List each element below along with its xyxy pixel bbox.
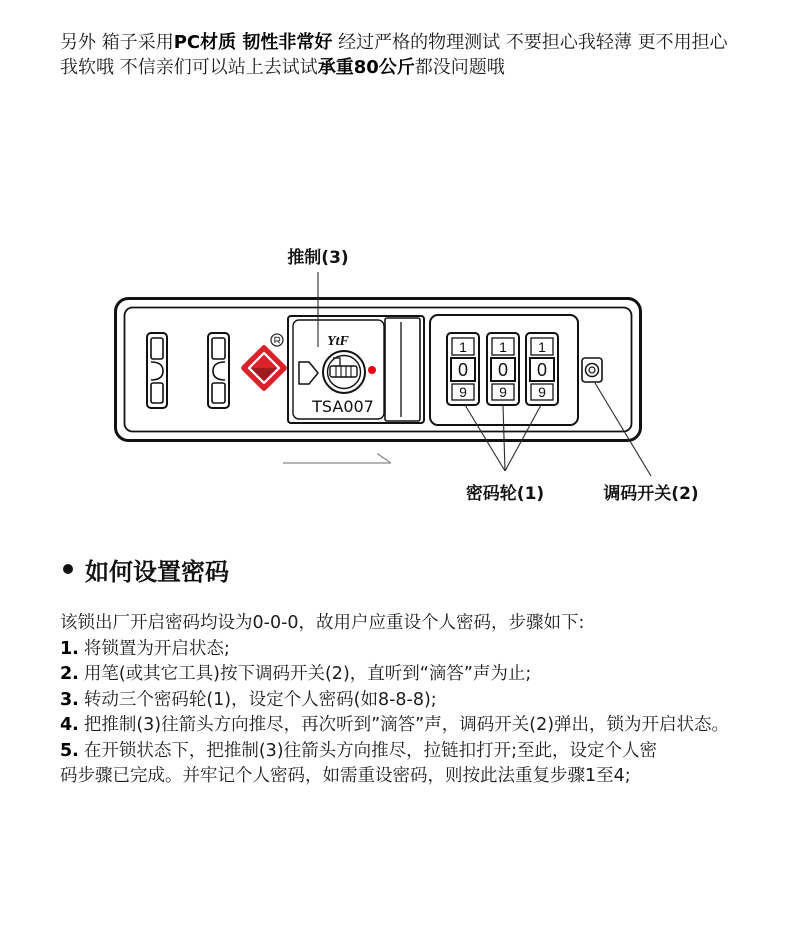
wheel-digit-below: 9 [499,384,507,400]
reset-button-icon [582,358,602,382]
wheel-digit-below: 9 [459,384,467,400]
registered-mark-icon [271,334,283,346]
step-text: 用笔(或其它工具)按下调码开关(2)，直听到“滴答”声为止; [83,664,532,684]
status-indicator-dot [368,366,376,374]
key-cylinder-icon [323,351,365,393]
zipper-latch-right-icon [208,333,229,408]
zipper-latch-left-icon [147,333,167,408]
code-wheel [526,333,558,405]
intro-line-2 [60,55,728,80]
intro-text: 我软哦 不信亲们可以站上去试试 [60,57,318,78]
intro-line-1 [60,30,728,55]
instruction-step [60,739,729,765]
step-number: 3. [60,689,79,710]
step-number: 4. [60,715,79,735]
step-number: 1. [60,638,79,659]
section-title: 如何设置密码 [85,557,229,586]
code-wheel-panel [430,315,578,425]
slider-panel [288,316,424,423]
wheel-digit-above: 1 [499,339,507,355]
code-wheel [447,333,479,405]
cylinder-keyway [330,366,357,377]
step-number: 2. [60,664,79,684]
instruction-intro: 该锁出厂开启密码均设为0-0-0，故用户应重设个人密码，步骤如下: [60,613,585,633]
bullet-dot-icon [63,564,73,574]
intro-emphasis: 承重80公斤 [317,57,415,78]
instruction-step [60,688,729,714]
callout-label-code-wheels: 密码轮(1) [465,484,545,504]
wheel-digit-current: 0 [457,360,469,380]
code-wheel [487,333,519,405]
slide-direction-arrow-icon [283,454,391,464]
model-number: TSA007 [312,397,374,416]
step-text-continuation: 码步骤已完成。并牢记个人密码，如需重设密码，则按此法重复步骤1至4; [60,766,631,786]
intro-text: 经过严格的物理测试 不要担心我轻薄 更不用担心 [332,32,728,53]
wheel-digit-current: 0 [497,360,509,380]
wheel-digit-above: 1 [538,339,546,355]
callout-label-slider: 推制(3) [287,248,349,268]
slider-knob [385,318,420,421]
latch-housing [147,333,167,408]
intro-text: 都没问题哦 [414,57,505,78]
wheel-digit-below: 9 [538,384,546,400]
callout-label-reset: 调码开关(2) [603,484,699,504]
intro-text: 另外 箱子采用 [60,32,174,53]
intro-emphasis: PC材质 韧性非常好 [173,32,333,53]
instruction-list [60,611,729,790]
wheel-digit-above: 1 [459,339,467,355]
wheel-digit-current: 0 [536,360,548,380]
section-heading [60,553,229,585]
arrow-barb [377,454,391,464]
latch-housing [208,333,229,408]
step-number: 5. [60,740,79,761]
instruction-step [60,713,729,739]
step-text: 在开锁状态下，把推制(3)往箭头方向推尽，拉链扣打开;至此，设定个人密 [83,740,658,761]
step-text: 转动三个密码轮(1)，设定个人密码(如8-8-8); [83,689,437,710]
instruction-step [60,637,729,663]
mark-ring [271,334,283,346]
instruction-step [60,662,729,688]
step-text: 将锁置为开启状态; [83,638,230,659]
intro-paragraph [60,30,728,80]
lock-diagram [0,230,790,520]
brand-logo: YtF [327,334,349,349]
step-text: 把推制(3)往箭头方向推尽，再次听到”滴答”声，调码开关(2)弹出，锁为开启状态。 [83,715,730,735]
